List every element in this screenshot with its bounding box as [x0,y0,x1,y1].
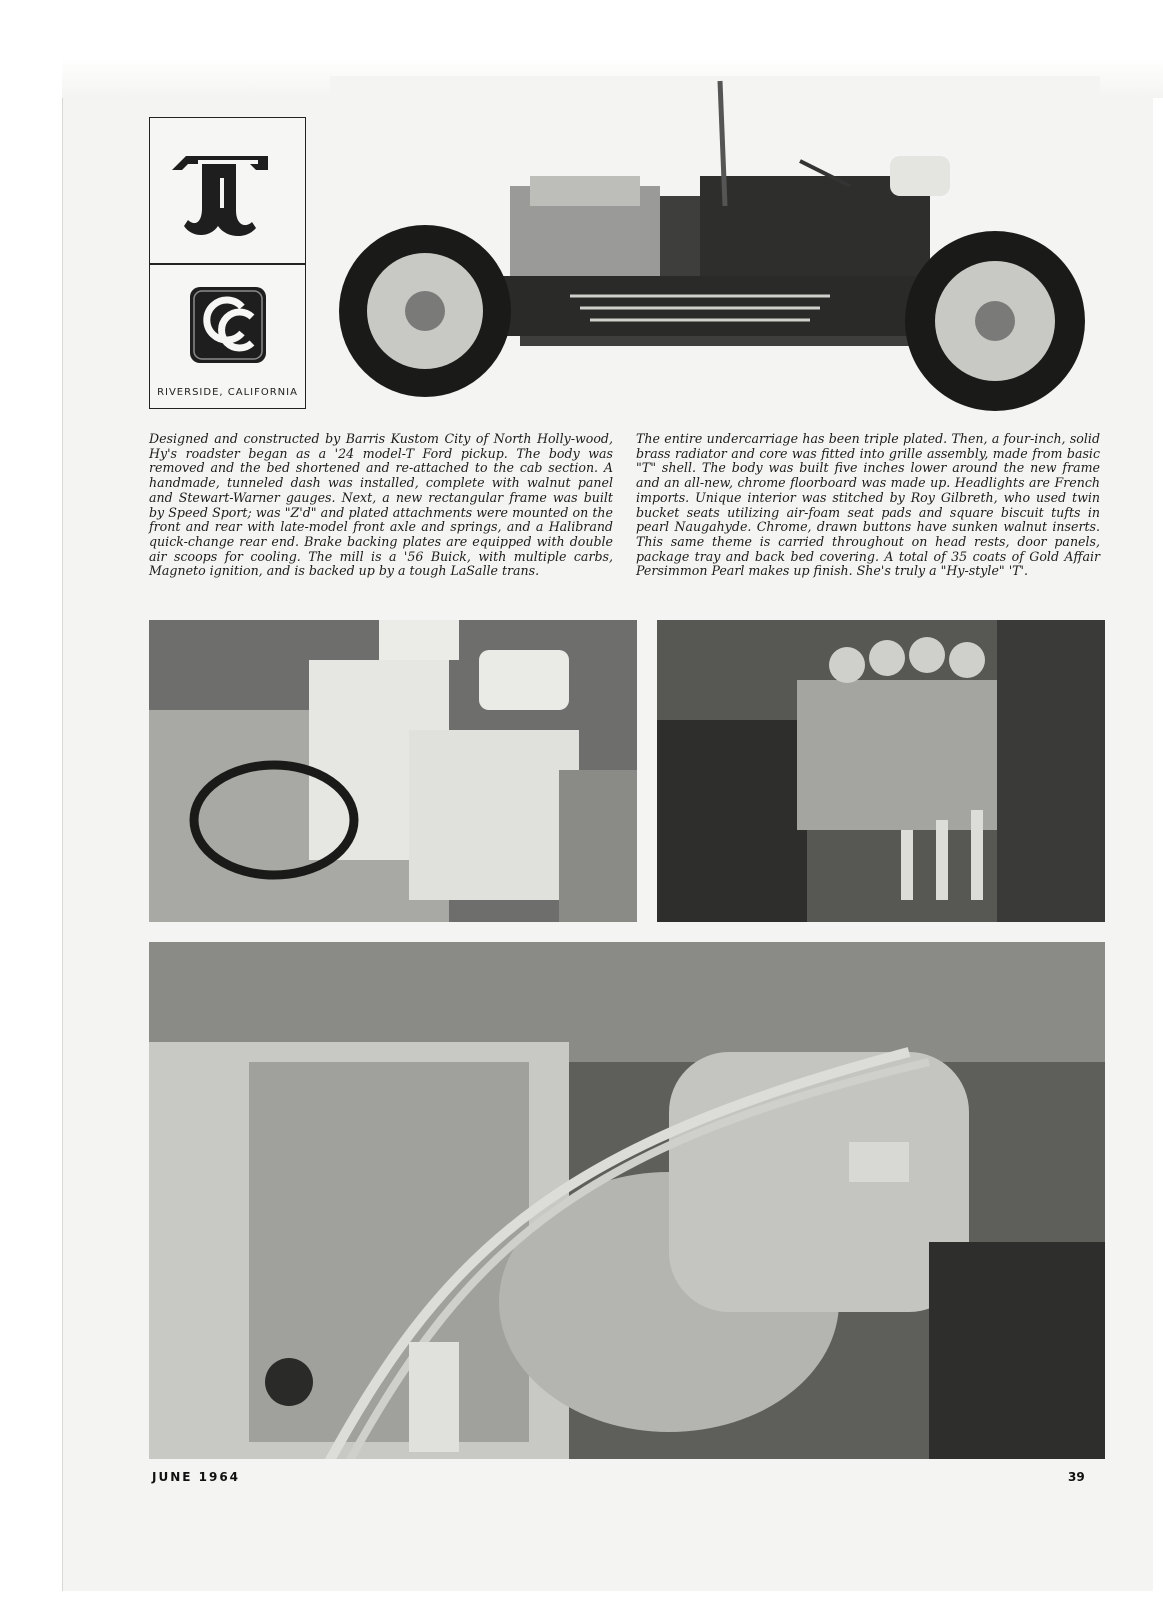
page-number: 39 [1068,1470,1085,1484]
cc-logo-box [149,264,306,409]
hero-car-photo [330,76,1100,421]
bed-fuel-tank-photo [149,942,1105,1459]
article-column-right: The entire undercarriage has been triple plated. Then, a four-inch, solid brass radiator and core was fitted into grille assembly, made from basic "T" shell. The body was built five inches lower around the new frame and an all-new, chrome floorboard was made up. Headlights are French imports. Unique interior was stitched by Roy Gilbreth, who used twin bucket seats utilizing air-foam seat pads and square biscuit tufts in pearl Naugahyde. Chrome, drawn buttons have sunken walnut inserts. This same theme is carried throughout on head rests, door panels, package tray and back bed covering. A total of 35 coats of Gold Affair Persimmon Pearl makes up finish. She's truly a "Hy-style" 'T'. [636,431,1100,579]
interior-seats-photo [149,620,637,922]
location-caption: RIVERSIDE, CALIFORNIA [157,387,298,398]
article-column-left: Designed and constructed by Barris Kustom City of North Holly-wood, Hy's roadster began as a '24 model-T Ford pickup. The body was removed and the bed shortened and re-attached to the cab section. A handmade, tunneled dash was installed, complete with walnut panel and Stewart-Warner gauges. Next, a new rectangular frame was built by Speed Sport; was "Z'd" and plated attachments were mounted on the front and rear with late-model front axle and springs, and a Halibrand quick-change rear end. Brake backing plates are equipped with double air scoops for cooling. The mill is a '56 Buick, with multiple carbs, Magneto ignition, and is backed up by a tough LaSalle trans. [149,431,613,579]
t-logo-box [149,117,306,264]
t-monogram-icon [150,118,305,263]
cc-monogram-icon [150,265,305,375]
engine-photo [657,620,1105,922]
issue-date: JUNE 1964 [152,1470,241,1484]
